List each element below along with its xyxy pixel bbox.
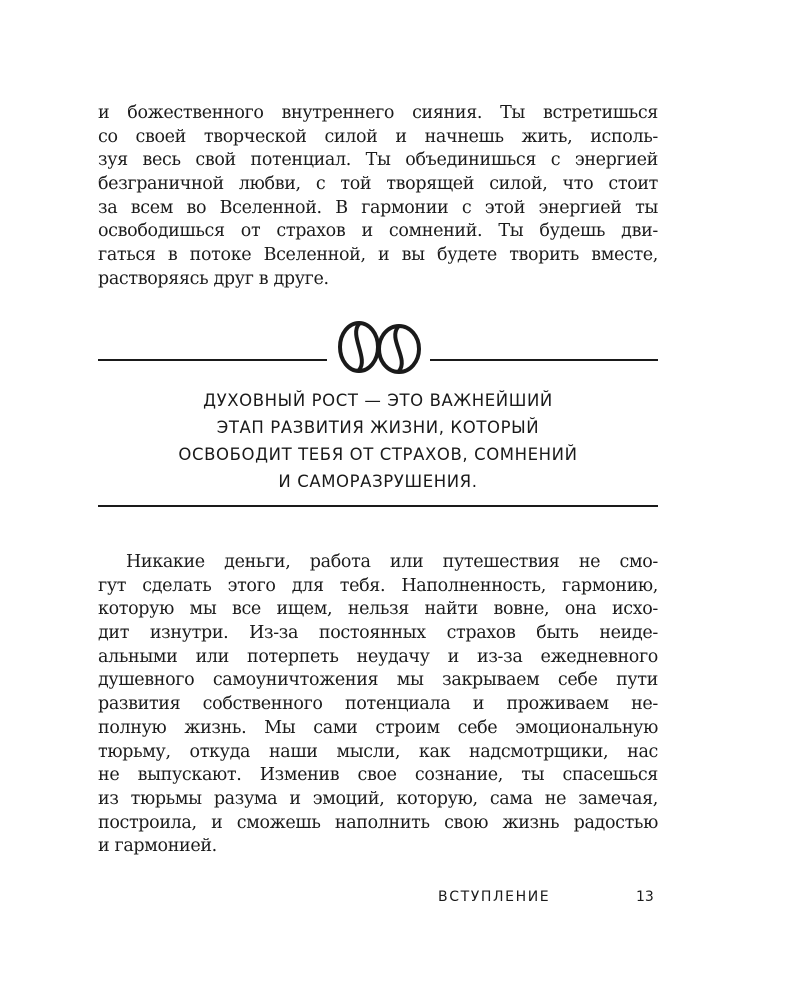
text-line: развития собственного потенциала и проживаем не- (98, 694, 658, 715)
text-line: душевного самоуничтожения мы закрываем себе пути (98, 670, 658, 691)
quote-line: И САМОРАЗРУШЕНИЯ. (278, 472, 478, 491)
coffee-beans-icon (337, 319, 423, 375)
text-line: из тюрьмы разума и эмоций, которую, сама не замечая, (98, 788, 658, 809)
text-line: не выпускают. Изменив свое сознание, ты спасешься (98, 765, 658, 786)
divider-right (430, 359, 658, 361)
text-line: гут сделать этого для тебя. Наполненность, гармонию, (98, 575, 658, 596)
divider-bottom (98, 505, 658, 507)
divider-left (98, 359, 327, 361)
text-line: альными или потерпеть неудачу и из-за ежедневного (98, 646, 658, 667)
quote-line: ЭТАП РАЗВИТИЯ ЖИЗНИ, КОТОРЫЙ (216, 418, 540, 437)
page-number: 13 (636, 889, 654, 905)
text-line: зуя весь свой потенциал. Ты объединишься с энергией (98, 150, 658, 171)
pull-quote (98, 387, 658, 495)
text-line: построила, и сможешь наполнить свою жизнь радостью (98, 812, 658, 833)
text-line: тюрьму, откуда наши мысли, как надсмотрщики, нас (98, 741, 658, 762)
text-line: за всем во Вселенной. В гармонии с этой энергией ты (98, 197, 658, 218)
quote-line: ДУХОВНЫЙ РОСТ — ЭТО ВАЖНЕЙШИЙ (203, 391, 553, 410)
text-line: и божественного внутреннего сияния. Ты встретишься (98, 103, 658, 123)
text-line: Никакие деньги, работа или путешествия не смо- (126, 552, 658, 572)
text-line: со своей творческой силой и начнешь жить, исполь- (98, 126, 658, 147)
running-footer-section: ВСТУПЛЕНИЕ (438, 889, 551, 905)
quote-line: ОСВОБОДИТ ТЕБЯ ОТ СТРАХОВ, СОМНЕНИЙ (178, 445, 578, 464)
text-line: гаться в потоке Вселенной, и вы будете творить вместе, (98, 245, 658, 266)
text-line: полную жизнь. Мы сами строим себе эмоциональную (98, 717, 658, 738)
text-line: дит изнутри. Из-за постоянных страхов быть неиде- (98, 623, 658, 644)
text-line: растворяясь друг в друге. (98, 268, 329, 289)
paragraph-1 (98, 102, 658, 292)
text-line: безграничной любви, с той творящей силой, что стоит (98, 174, 658, 195)
text-line: которую мы все ищем, нельзя найти вовне, она исхо- (98, 599, 658, 620)
paragraph-2 (98, 551, 658, 859)
text-line: освободишься от страхов и сомнений. Ты будешь дви- (98, 221, 658, 242)
text-line: и гармонией. (98, 836, 217, 857)
